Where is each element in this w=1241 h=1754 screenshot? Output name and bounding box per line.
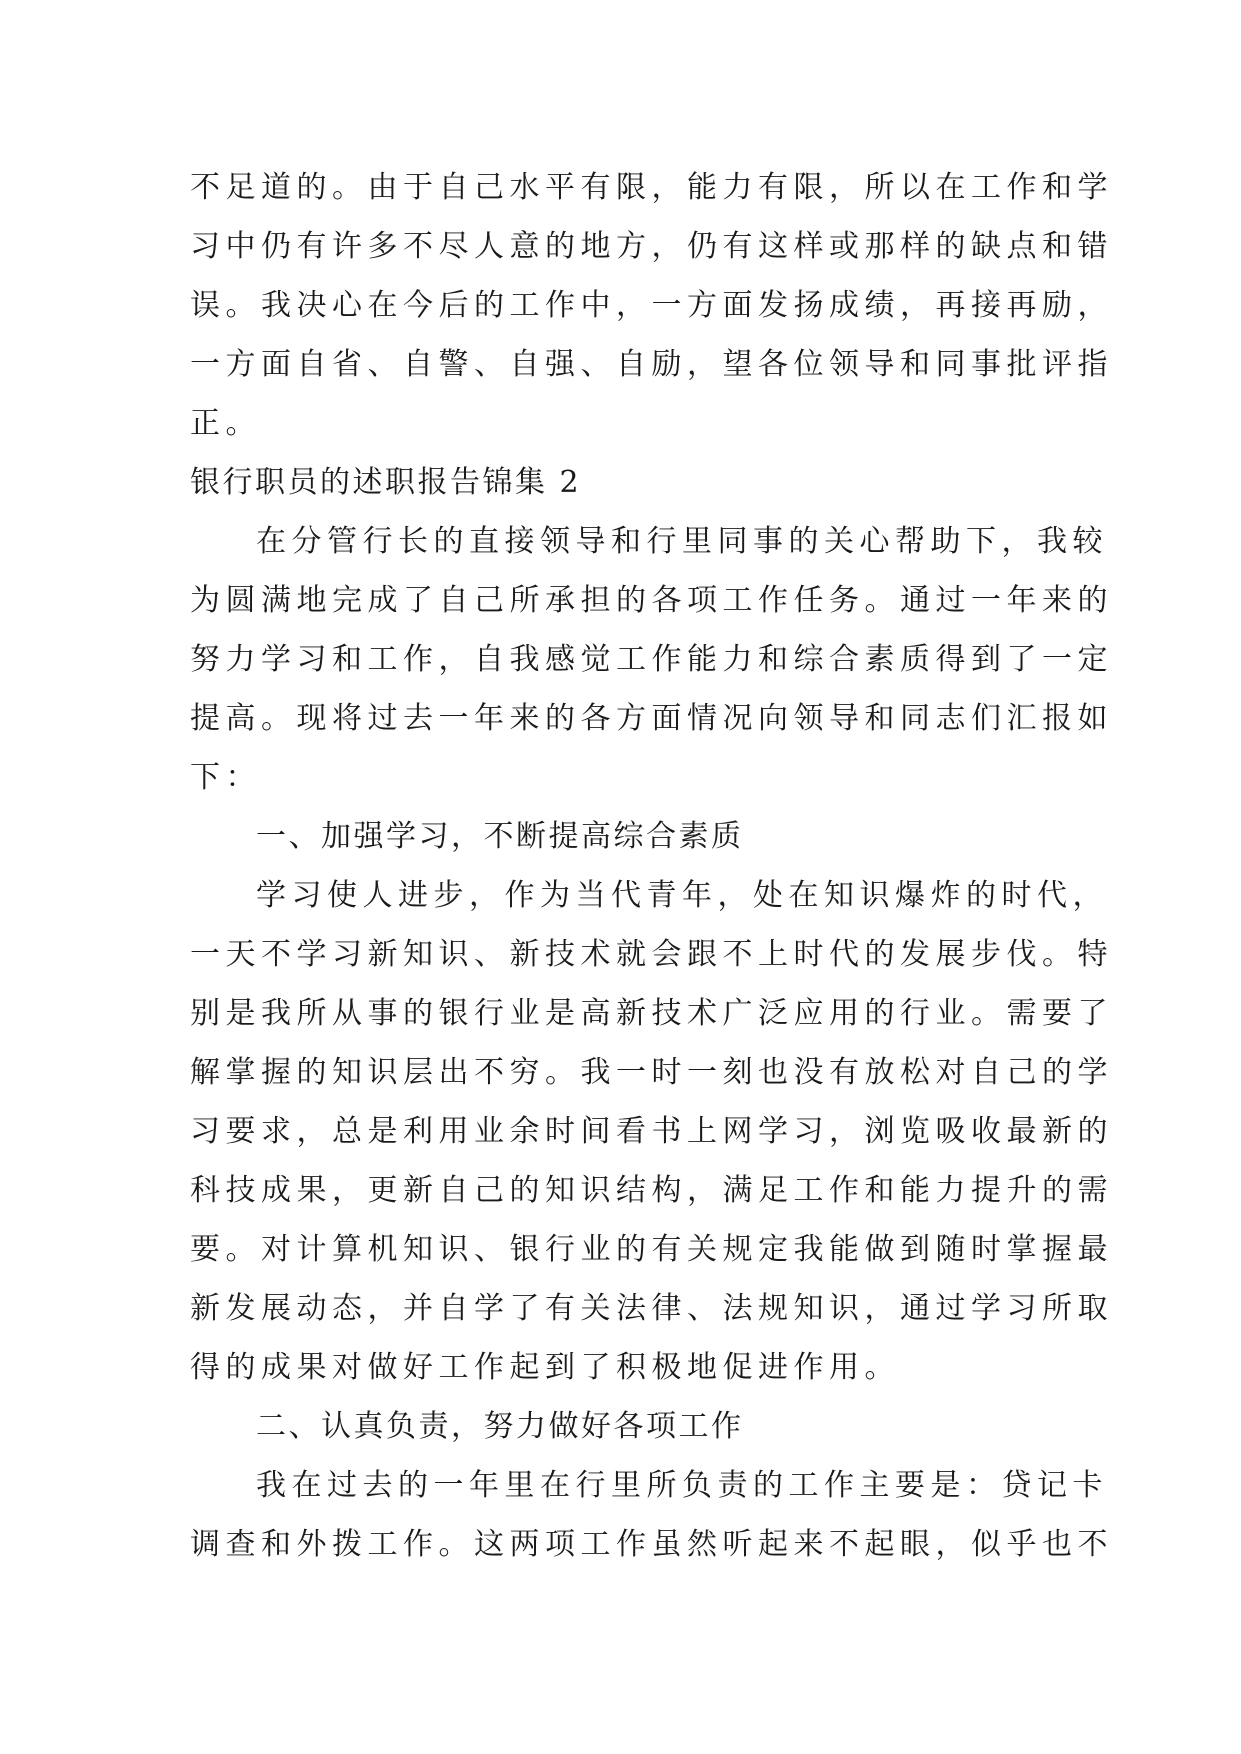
- paragraph-work: [190, 1456, 1113, 1574]
- text-line: 一天不学习新知识、新技术就会跟不上时代的发展步伐。特: [190, 937, 1113, 972]
- paragraph-study: [190, 866, 1113, 1397]
- text-line: 得的成果对做好工作起到了积极地促进作用。: [190, 1350, 900, 1385]
- text-line: 别是我所从事的银行业是高新技术广泛应用的行业。需要了: [190, 996, 1113, 1031]
- text-line: 习中仍有许多不尽人意的地方，仍有这样或那样的缺点和错: [190, 229, 1113, 264]
- document-body: [190, 158, 1113, 1574]
- text-line: 学习使人进步，作为当代青年，处在知识爆炸的时代，: [256, 878, 1108, 913]
- text-line: 新发展动态，并自学了有关法律、法规知识，通过学习所取: [190, 1291, 1113, 1326]
- text-line: 调查和外拨工作。这两项工作虽然听起来不起眼，似乎也不: [190, 1527, 1113, 1562]
- text-line: 要。对计算机知识、银行业的有关规定我能做到随时掌握最: [190, 1232, 1113, 1267]
- text-line: 正。: [190, 406, 261, 441]
- text-line: 提高。现将过去一年来的各方面情况向领导和同志们汇报如: [190, 701, 1113, 736]
- text-line: 不足道的。由于自己水平有限，能力有限，所以在工作和学: [190, 170, 1113, 205]
- text-line: 努力学习和工作，自我感觉工作能力和综合素质得到了一定: [190, 642, 1113, 677]
- text-line: 习要求，总是利用业余时间看书上网学习，浏览吸收最新的: [190, 1114, 1113, 1149]
- section-heading-1: 一、加强学习，不断提高综合素质: [256, 819, 744, 854]
- section-heading-2: 二、认真负责，努力做好各项工作: [256, 1409, 744, 1444]
- text-line: 我在过去的一年里在行里所负责的工作主要是：贷记卡: [256, 1468, 1108, 1503]
- document-title: 银行职员的述职报告锦集 2: [190, 465, 582, 500]
- paragraph-intro: [190, 512, 1113, 807]
- text-line: 下：: [190, 760, 261, 795]
- text-line: 误。我决心在今后的工作中，一方面发扬成绩，再接再励，: [190, 288, 1113, 323]
- text-line: 在分管行长的直接领导和行里同事的关心帮助下，我较: [256, 524, 1108, 559]
- text-line: 为圆满地完成了自己所承担的各项工作任务。通过一年来的: [190, 583, 1113, 618]
- text-line: 科技成果，更新自己的知识结构，满足工作和能力提升的需: [190, 1173, 1113, 1208]
- text-line: 解掌握的知识层出不穷。我一时一刻也没有放松对自己的学: [190, 1055, 1113, 1090]
- paragraph-continued: [190, 158, 1113, 453]
- text-line: 一方面自省、自警、自强、自励，望各位领导和同事批评指: [190, 347, 1113, 382]
